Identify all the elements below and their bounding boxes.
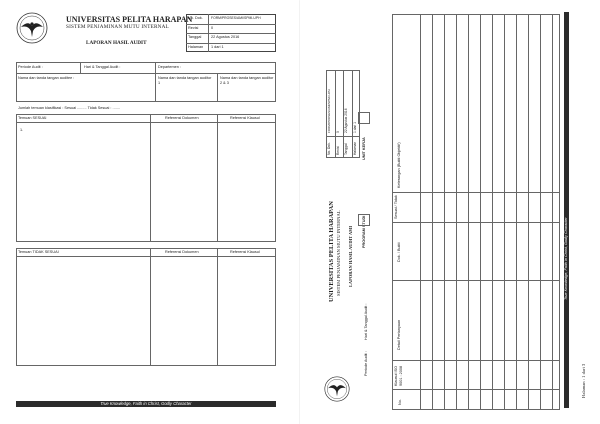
university-name: UNIVERSITAS PELITA HARAPAN xyxy=(66,15,193,24)
col-sesuai: Sesuai / Tidak xyxy=(394,195,398,219)
table-row-divider xyxy=(516,14,517,410)
periode-audit-label: Periode Audit : xyxy=(364,351,368,376)
page-number: Halaman : 1 dari 3 xyxy=(581,363,586,398)
table-row-divider xyxy=(468,14,469,410)
meta-label: Halaman xyxy=(188,44,204,49)
tanggal-audit-label: Hari & Tanggal Audit : xyxy=(84,65,121,69)
col-dok-bukti: Dok. / Bukti xyxy=(397,242,401,262)
temuan-tidak-sesuai-table xyxy=(16,248,276,366)
table-row-divider xyxy=(456,14,457,410)
program-studi-box[interactable] xyxy=(358,214,370,226)
footer-motto: True Knowledge, Faith in Christ, Godly Character xyxy=(16,401,276,407)
system-name: SISTEM PENJAMINAN MUTU INTERNAL xyxy=(66,24,169,30)
table-row-divider xyxy=(432,14,433,410)
university-logo-icon xyxy=(16,12,48,44)
footer-bar xyxy=(564,12,569,408)
footer-motto: True Knowledge, Faith in Christ, Godly Character xyxy=(564,217,568,300)
col-detail-pertanyaan: Detail Pertanyaan xyxy=(397,319,401,350)
meta-value: 0 xyxy=(335,131,340,133)
program-studi-label: PROGRAM STUDI xyxy=(362,215,366,248)
col-klausul: Klausul ISO 9001 : 2008 xyxy=(394,365,403,386)
meta-label: Revisi xyxy=(188,25,199,30)
meta-value: 22 Agustus 2016 xyxy=(211,35,240,39)
meta-label: Tanggal xyxy=(344,143,348,155)
unit-kerja-box[interactable] xyxy=(358,112,370,124)
col-ref-klausul: Referensi Klausul xyxy=(230,250,260,254)
auditor23-label: Nama dan tanda tangan auditor 2 & 3 xyxy=(220,76,274,85)
meta-label: No. Dok. xyxy=(327,142,331,155)
tanggal-audit-label: Hari & Tanggal Audit : xyxy=(364,303,368,340)
meta-label: Revisi xyxy=(335,146,340,155)
col-temuan-sesuai: Temuan SESUAI xyxy=(18,116,47,120)
university-logo-icon xyxy=(324,376,350,402)
table-row-divider xyxy=(420,14,421,410)
periode-audit-label: Periode Audit : xyxy=(18,65,43,69)
summary-count: Jumlah temuan klasifikasi : Sesuai ......... Tidak Sesuai : ....... xyxy=(18,106,120,110)
meta-value: FORM/PROSES/AMI/SPMI-UPH xyxy=(327,89,331,133)
list-item: 1. xyxy=(20,128,24,132)
table-row-divider xyxy=(492,14,493,410)
meta-value: 0 xyxy=(211,25,214,30)
table-row-divider xyxy=(444,14,445,410)
table-row-divider xyxy=(504,14,505,410)
col-no: No. xyxy=(398,399,402,405)
document-title: LAPORAN HASIL AUDIT xyxy=(86,40,147,46)
system-name: SISTEM PENJAMINAN MUTU INTERNAL xyxy=(336,210,341,296)
meta-value: 1 dari 1 xyxy=(211,44,224,49)
unit-kerja-label: UNIT KERJA xyxy=(362,137,366,160)
table-row-divider xyxy=(528,14,529,410)
col-temuan-tidak-sesuai: Temuan TIDAK SESUAI xyxy=(18,250,59,254)
meta-label: Halaman xyxy=(352,141,357,155)
meta-value: 22 Agustus 2016 xyxy=(344,108,348,133)
page-2 xyxy=(300,0,600,424)
departemen-label: Departemen : xyxy=(158,65,182,69)
col-ref-klausul: Referensi Klausul xyxy=(230,116,260,120)
meta-label: Tanggal xyxy=(188,35,202,39)
university-name: UNIVERSITAS PELITA HARAPAN xyxy=(328,201,335,302)
table-row-divider xyxy=(552,14,553,410)
col-ref-dokumen: Referensi Dokumen xyxy=(165,116,199,120)
auditee-label: Nama dan tanda tangan auditee : xyxy=(18,76,75,80)
meta-value: 1 dari 1 xyxy=(352,122,357,133)
document-title: LAPORAN HASIL AUDIT AMI xyxy=(348,225,353,287)
temuan-sesuai-table xyxy=(16,114,276,242)
audit-checklist-table xyxy=(392,14,560,410)
meta-value: FORM/PROSES/AMI/SPMI-UPH xyxy=(211,16,261,20)
col-keterangan: Keterangan (Bukti Objektif) xyxy=(397,142,401,188)
table-row-divider xyxy=(480,14,481,410)
table-row-divider xyxy=(540,14,541,410)
auditor1-label: Nama dan tanda tangan auditor 1 xyxy=(158,76,212,85)
col-ref-dokumen: Referensi Dokumen xyxy=(165,250,199,254)
meta-label: No. Dok. xyxy=(188,16,203,20)
